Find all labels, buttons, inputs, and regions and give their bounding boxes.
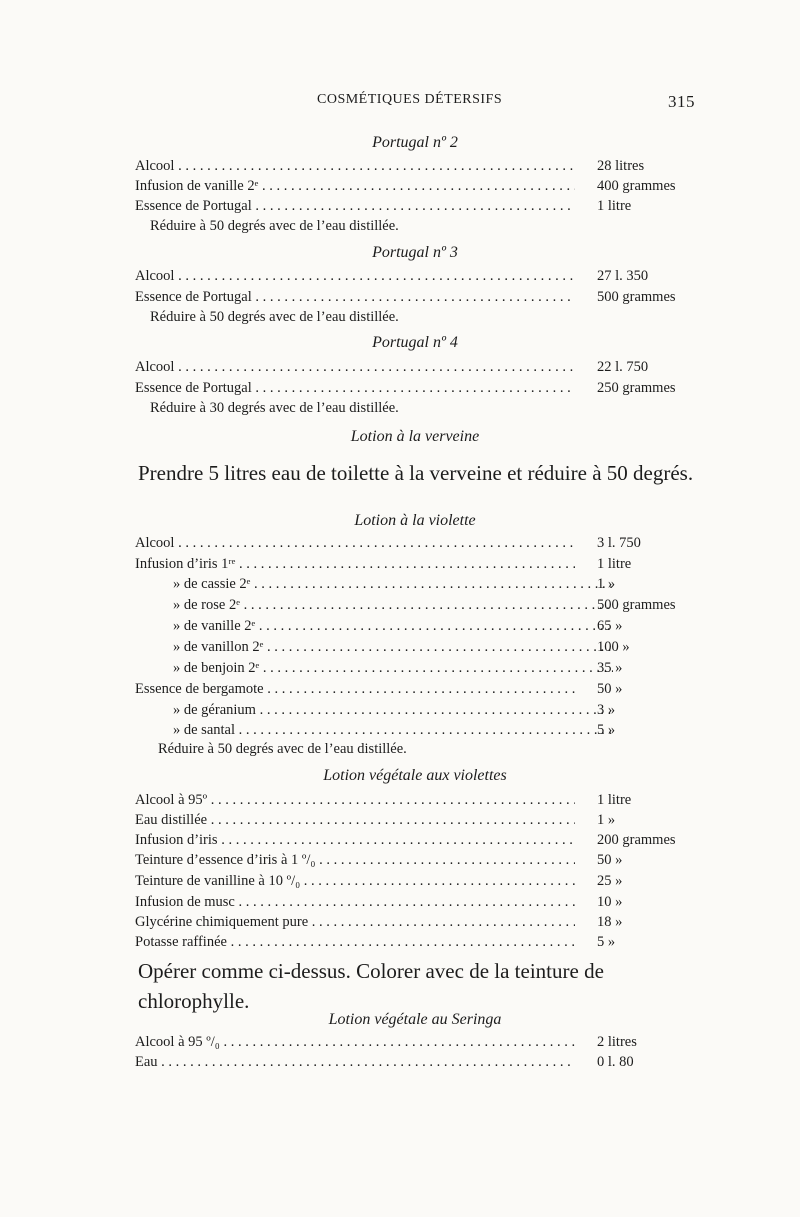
- ingredient-label: Teinture de vanilline à 10 º/₀ . . .: [135, 871, 575, 891]
- ingredient-label: Teinture d’essence d’iris à 1 º/₀ . . .: [135, 850, 575, 870]
- recipe-title: Lotion à la verveine: [350, 428, 480, 445]
- ingredient-quantity: 1 »: [597, 812, 616, 828]
- ingredient-row: [135, 892, 695, 912]
- ingredient-label: Essence de Portugal . . .: [135, 196, 575, 216]
- ingredient-label: Alcool . . .: [135, 357, 575, 377]
- ingredient-row: [135, 871, 695, 891]
- page-header: [135, 92, 695, 114]
- ingredient-row: [135, 637, 695, 657]
- ingredient-label: Eau distillée . . .: [135, 810, 575, 830]
- ingredient-row: [135, 932, 695, 952]
- ingredient-quantity: 500 grammes: [597, 597, 676, 613]
- recipe-title: Lotion végétale aux violettes: [323, 767, 507, 784]
- ingredient-quantity: 1 »: [597, 576, 616, 592]
- recipe-note: Réduire à 50 degrés avec de l’eau distillée.: [150, 218, 399, 234]
- ingredient-quantity: 200 grammes: [597, 832, 676, 848]
- ingredient-quantity: 2 litres: [597, 1034, 637, 1050]
- ingredient-label: Alcool à 95º . . .: [135, 790, 575, 810]
- recipe-note: Réduire à 30 degrés avec de l’eau distillée.: [150, 400, 399, 416]
- recipe-note: Réduire à 50 degrés avec de l’eau distillée.: [158, 741, 407, 757]
- ingredient-label: Potasse raffinée . . .: [135, 932, 575, 952]
- ingredient-row: [135, 700, 695, 720]
- running-title: COSMÉTIQUES DÉTERSIFS: [317, 92, 503, 107]
- page-number: 315: [668, 92, 695, 111]
- ingredient-label: » de santal . . .: [135, 720, 613, 740]
- ingredient-quantity: 500 grammes: [597, 289, 676, 305]
- ingredient-quantity: 3 l. 750: [597, 535, 641, 551]
- instruction-paragraph: Opérer comme ci-dessus. Colorer avec de la teinture de chlorophylle.: [138, 959, 604, 1013]
- ingredient-row: [135, 196, 695, 216]
- ingredient-row: [135, 830, 695, 850]
- ingredient-label: » de cassie 2ᵉ . . .: [135, 574, 613, 594]
- ingredient-label: Essence de Portugal . . .: [135, 287, 575, 307]
- ingredient-label: » de vanille 2ᵉ . . .: [135, 616, 613, 636]
- recipe-note: Réduire à 50 degrés avec de l’eau distillée.: [150, 309, 399, 325]
- ingredient-row: [135, 156, 695, 176]
- ingredient-label: » de benjoin 2ᵉ . . .: [135, 658, 613, 678]
- instruction-paragraph: Prendre 5 litres eau de toilette à la verveine et réduire à 50 degrés.: [138, 461, 694, 485]
- ingredient-label: Essence de bergamote . . .: [135, 679, 575, 699]
- ingredient-label: Alcool à 95 º/₀ . . .: [135, 1032, 575, 1052]
- ingredient-row: [135, 378, 695, 398]
- ingredient-row: [135, 287, 695, 307]
- ingredient-label: Essence de Portugal . . .: [135, 378, 575, 398]
- ingredient-row: [135, 850, 695, 870]
- ingredient-label: » de rose 2ᵉ . . .: [135, 595, 613, 615]
- ingredient-row: [135, 658, 695, 678]
- ingredient-label: Infusion d’iris 1ʳᵉ . . .: [135, 554, 575, 574]
- ingredient-row: [135, 720, 695, 740]
- ingredient-quantity: 50 »: [597, 852, 623, 868]
- ingredient-label: Glycérine chimiquement pure . . .: [135, 912, 575, 932]
- ingredient-quantity: 1 litre: [597, 198, 632, 214]
- recipe-title: Portugal nº 4: [372, 334, 458, 351]
- ingredient-row: [135, 533, 695, 553]
- ingredient-quantity: 22 l. 750: [597, 359, 649, 375]
- ingredient-quantity: 1 litre: [597, 556, 632, 572]
- recipe-title: Portugal nº 2: [372, 134, 458, 151]
- ingredient-label: Alcool . . .: [135, 266, 575, 286]
- ingredient-quantity: 5 »: [597, 934, 616, 950]
- ingredient-row: [135, 554, 695, 574]
- ingredient-row: [135, 176, 695, 196]
- ingredient-row: [135, 357, 695, 377]
- ingredient-row: [135, 616, 695, 636]
- ingredient-row: [135, 1032, 695, 1052]
- ingredient-quantity: 65 »: [597, 618, 623, 634]
- ingredient-quantity: 0 l. 80: [597, 1054, 634, 1070]
- ingredient-row: [135, 810, 695, 830]
- ingredient-row: [135, 790, 695, 810]
- ingredient-row: [135, 1052, 695, 1072]
- recipe-title: Lotion à la violette: [354, 512, 476, 529]
- ingredient-row: [135, 595, 695, 615]
- ingredient-quantity: 400 grammes: [597, 178, 676, 194]
- ingredient-quantity: 35 »: [597, 660, 623, 676]
- ingredient-quantity: 28 litres: [597, 158, 645, 174]
- recipe-title: Lotion végétale au Seringa: [328, 1011, 502, 1028]
- ingredient-row: [135, 679, 695, 699]
- ingredient-quantity: 5 »: [597, 722, 616, 738]
- ingredient-quantity: 27 l. 350: [597, 268, 649, 284]
- ingredient-label: Alcool . . .: [135, 156, 575, 176]
- ingredient-quantity: 3 »: [597, 702, 616, 718]
- ingredient-row: [135, 912, 695, 932]
- ingredient-label: Alcool . . .: [135, 533, 575, 553]
- ingredient-quantity: 18 »: [597, 914, 623, 930]
- ingredient-row: [135, 574, 695, 594]
- ingredient-row: [135, 266, 695, 286]
- ingredient-quantity: 250 grammes: [597, 380, 676, 396]
- ingredient-quantity: 50 »: [597, 681, 623, 697]
- recipe-title: Portugal nº 3: [372, 244, 458, 261]
- ingredient-quantity: 10 »: [597, 894, 623, 910]
- ingredient-label: Eau . . .: [135, 1052, 575, 1072]
- ingredient-label: Infusion d’iris . . .: [135, 830, 575, 850]
- ingredient-label: » de géranium . . .: [135, 700, 613, 720]
- ingredient-quantity: 25 »: [597, 873, 623, 889]
- ingredient-quantity: 100 »: [597, 639, 630, 655]
- ingredient-quantity: 1 litre: [597, 792, 632, 808]
- ingredient-label: Infusion de vanille 2ᵉ . . .: [135, 176, 575, 196]
- ingredient-label: Infusion de musc . . .: [135, 892, 575, 912]
- ingredient-label: » de vanillon 2ᵉ . . .: [135, 637, 613, 657]
